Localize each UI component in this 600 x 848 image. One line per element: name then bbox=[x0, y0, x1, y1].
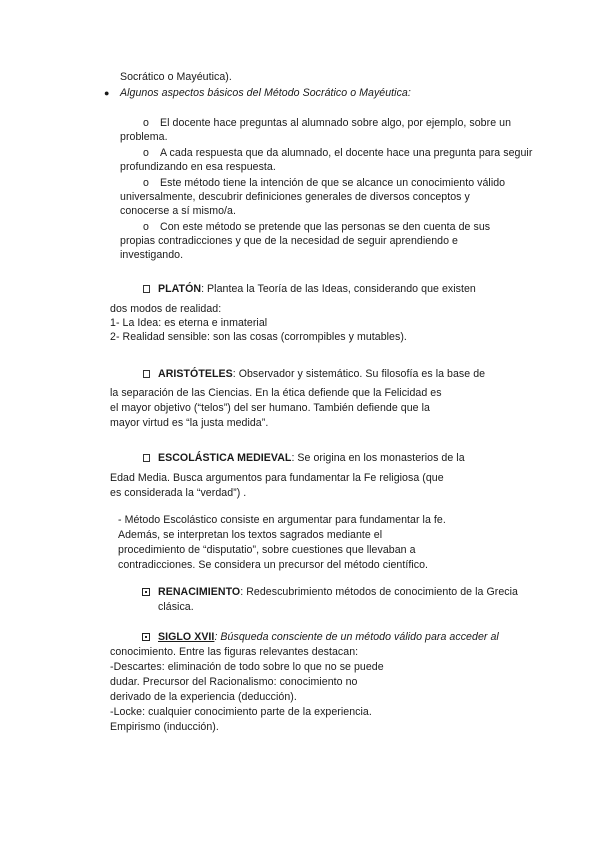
socratic-point-3-line-3: conocerse a sí mismo/a. bbox=[120, 205, 236, 217]
platon-line-4: 2- Realidad sensible: son las cosas (corrompibles y mutables). bbox=[110, 331, 407, 343]
aristoteles-line-3: el mayor objetivo (“telos”) del ser humano. También defiende que la bbox=[110, 402, 430, 414]
socratic-point-2-line-2: profundizando en esa respuesta. bbox=[120, 161, 276, 173]
intro-line: Socrático o Mayéutica). bbox=[120, 71, 232, 83]
renacimiento-desc: : Redescubrimiento métodos de conocimiento de la Grecia bbox=[240, 586, 518, 598]
siglo17-line-5: derivado de la experiencia (deducción). bbox=[110, 691, 297, 703]
siglo17-line-4: dudar. Precursor del Racionalismo: conocimiento no bbox=[110, 676, 358, 688]
aristoteles-desc: : Observador y sistemático. Su filosofía es la base de bbox=[232, 368, 486, 380]
siglo17-line-2: conocimiento. Entre las figuras relevantes destacan: bbox=[110, 646, 359, 658]
siglo17-line-7: Empirismo (inducción). bbox=[110, 721, 219, 733]
aspects-heading: Algunos aspectos básicos del Método Socrático o Mayéutica: bbox=[120, 87, 411, 99]
aristoteles-title: ARISTÓTELES bbox=[158, 368, 233, 380]
escolastica-para-line-4: contradicciones. Se considera un precursor del método científico. bbox=[118, 559, 429, 571]
checkbox-icon bbox=[143, 370, 150, 378]
siglo17-desc: : Búsqueda consciente de un método válido para acceder al bbox=[214, 631, 499, 643]
socratic-point-1-line-2: problema. bbox=[120, 131, 168, 143]
socratic-point-2-line-1: A cada respuesta que da alumnado, el docente hace una pregunta para seguir bbox=[160, 147, 533, 159]
escolastica-line-2: Edad Media. Busca argumentos para fundamentar la Fe religiosa (que bbox=[110, 472, 444, 484]
aristoteles-line-2: la separación de las Ciencias. En la ética defiende que la Felicidad es bbox=[110, 387, 442, 399]
socratic-point-3-line-1: Este método tiene la intención de que se alcance un conocimiento válido bbox=[160, 177, 506, 189]
siglo17-line-3: -Descartes: eliminación de todo sobre lo que no se puede bbox=[110, 661, 384, 673]
platon-line-2: dos modos de realidad: bbox=[110, 303, 222, 315]
checkbox-icon bbox=[143, 285, 150, 293]
renacimiento-title: RENACIMIENTO bbox=[158, 586, 241, 598]
checkbox-icon bbox=[142, 633, 150, 641]
renacimiento-line-2: clásica. bbox=[158, 601, 194, 613]
sub-bullet-icon: o bbox=[143, 177, 149, 189]
escolastica-desc: : Se origina en los monasterios de la bbox=[291, 452, 465, 464]
socratic-point-1-line-1: El docente hace preguntas al alumnado sobre algo, por ejemplo, sobre un bbox=[160, 117, 512, 129]
escolastica-para-line-2: Además, se interpretan los textos sagrados mediante el bbox=[118, 529, 383, 541]
escolastica-line-1 bbox=[158, 451, 465, 465]
socratic-point-4-line-3: investigando. bbox=[120, 249, 184, 261]
siglo17-line-1 bbox=[158, 630, 499, 644]
aristoteles-line-4: mayor virtud es “la justa medida”. bbox=[110, 417, 269, 429]
escolastica-line-3: es considerada la “verdad”) . bbox=[110, 487, 247, 499]
sub-bullet-icon: o bbox=[143, 147, 149, 159]
bullet-icon: ● bbox=[104, 88, 110, 98]
checkbox-icon bbox=[143, 454, 150, 462]
socratic-point-3-line-2: universalmente, descubrir definiciones generales de diversos conceptos y bbox=[120, 191, 470, 203]
siglo17-title: SIGLO XVII bbox=[158, 631, 215, 643]
escolastica-para-line-1: - Método Escolástico consiste en argumentar para fundamentar la fe. bbox=[118, 514, 446, 526]
socratic-point-4-line-2: propias contradicciones y que de la necesidad de seguir aprendiendo e bbox=[120, 235, 458, 247]
escolastica-title: ESCOLÁSTICA MEDIEVAL bbox=[158, 452, 292, 464]
platon-line-3: 1- La Idea: es eterna e inmaterial bbox=[110, 317, 268, 329]
platon-line-1 bbox=[158, 282, 476, 296]
socratic-point-4-line-1: Con este método se pretende que las personas se den cuenta de sus bbox=[160, 221, 491, 233]
aristoteles-line-1 bbox=[158, 367, 485, 381]
platon-desc: : Plantea la Teoría de las Ideas, considerando que existen bbox=[201, 283, 476, 295]
renacimiento-line-1 bbox=[158, 585, 518, 599]
platon-title: PLATÓN bbox=[158, 283, 202, 295]
siglo17-line-6: -Locke: cualquier conocimiento parte de la experiencia. bbox=[110, 706, 372, 718]
escolastica-para-line-3: procedimiento de “disputatio”, sobre cuestiones que llevaban a bbox=[118, 544, 416, 556]
sub-bullet-icon: o bbox=[143, 117, 149, 129]
sub-bullet-icon: o bbox=[143, 221, 149, 233]
checkbox-icon bbox=[142, 588, 150, 596]
